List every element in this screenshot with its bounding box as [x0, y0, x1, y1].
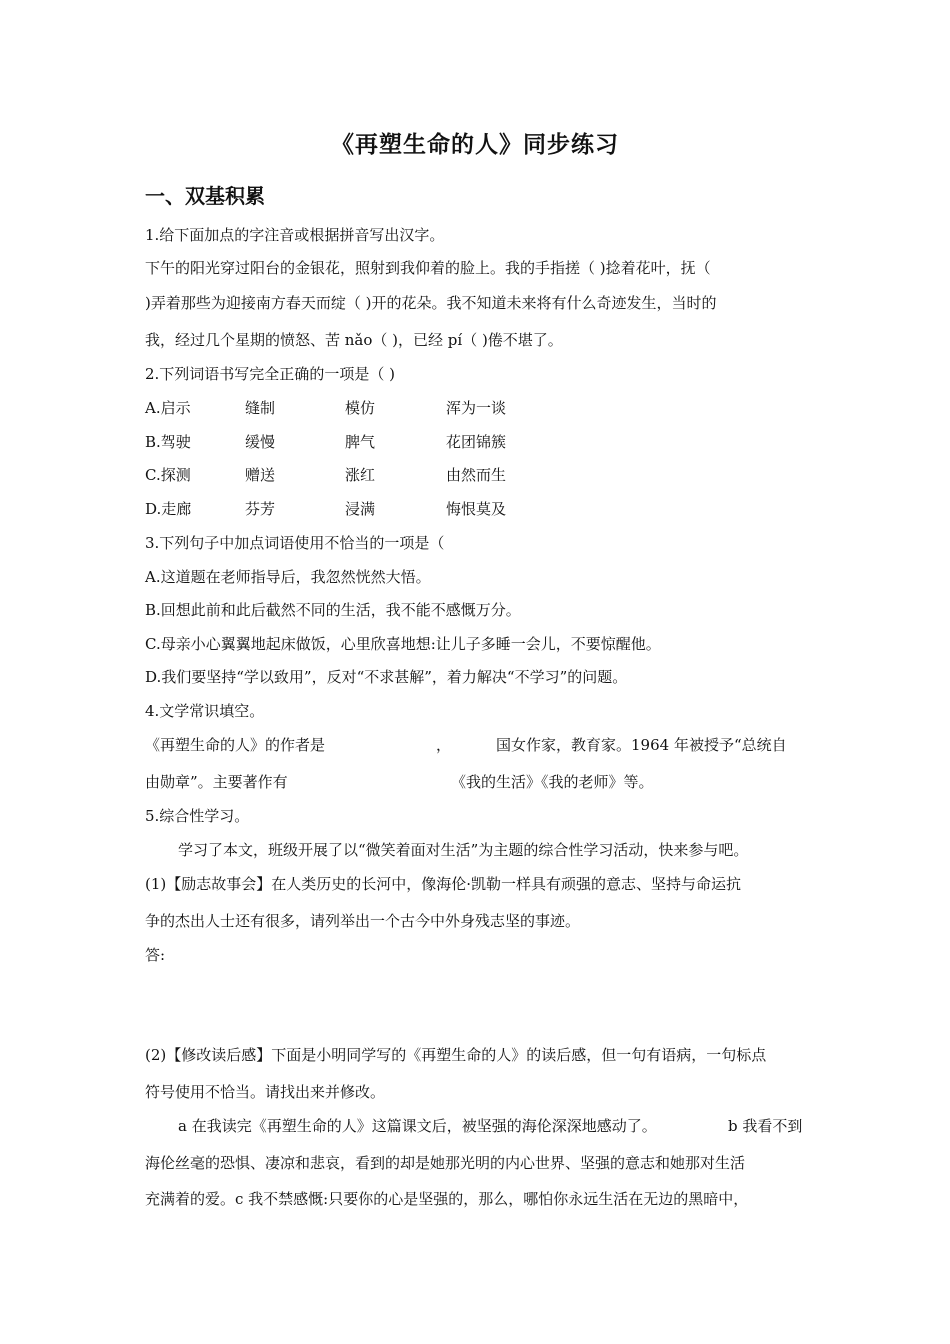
- option-b-word: 脾气: [345, 433, 376, 451]
- page-title: 《再塑生命的人》同步练习: [331, 132, 619, 158]
- question-4-text: 国女作家，教育家。1964 年被授予“总统自: [496, 736, 787, 754]
- passage-sentence-b: b 我看不到: [728, 1117, 803, 1135]
- question-4-text: 《我的生活》《我的老师》等。: [451, 773, 654, 791]
- option-b-word: B.驾驶: [145, 433, 191, 451]
- option-a-word: 浑为一谈: [446, 399, 507, 417]
- question-5-part1: (1)【励志故事会】在人类历史的长河中，像海伦·凯勒一样具有顽强的意志、坚持与命运抗: [145, 875, 742, 893]
- question-1-line: 下午的阳光穿过阳台的金银花，照射到我仰着的脸上。我的手指搓（ )捻着花叶，抚（: [145, 259, 711, 277]
- question-3-option: C.母亲小心翼翼地起床做饭，心里欣喜地想:让儿子多睡一会儿，不要惊醒他。: [145, 635, 661, 653]
- question-5-part1: 争的杰出人士还有很多，请列举出一个古今中外身残志坚的事迹。: [145, 912, 581, 930]
- question-5-part2: 符号使用不恰当。请找出来并修改。: [145, 1083, 386, 1101]
- option-c-word: C.探测: [145, 466, 191, 484]
- question-5-part2: (2)【修改读后感】下面是小明同学写的《再塑生命的人》的读后感，但一句有语病，一句标点: [145, 1046, 767, 1064]
- option-d-word: 浸满: [345, 500, 376, 518]
- question-3-option: D.我们要坚持“学以致用”，反对“不求甚解”，着力解决“不学习”的问题。: [145, 668, 628, 686]
- section-heading: 一、双基积累: [145, 184, 265, 208]
- question-1-stem: 1.给下面加点的字注音或根据拼音写出汉字。: [145, 226, 445, 244]
- question-1-line: )弄着那些为迎接南方春天而绽（ )开的花朵。我不知道未来将有什么奇迹发生，当时的: [145, 294, 717, 312]
- question-2-stem: 2.下列词语书写完全正确的一项是（ ): [145, 365, 395, 383]
- question-4-text: ，: [436, 736, 452, 754]
- question-3-option: B.回想此前和此后截然不同的生活，我不能不感慨万分。: [145, 601, 521, 619]
- question-5-intro: 学习了本文，班级开展了以“微笑着面对生活”为主题的综合性学习活动，快来参与吧。: [178, 841, 749, 859]
- option-a-word: 缝制: [245, 399, 276, 417]
- option-c-word: 由然而生: [446, 466, 507, 484]
- option-a-word: 模仿: [345, 399, 376, 417]
- option-d-word: 芬芳: [245, 500, 276, 518]
- question-4-text: 《再塑生命的人》的作者是: [145, 736, 326, 754]
- option-b-word: 花团锦簇: [446, 433, 507, 451]
- answer-label: 答:: [145, 946, 166, 964]
- passage-sentence-a: a 在我读完《再塑生命的人》这篇课文后，被坚强的海伦深深地感动了。: [178, 1117, 657, 1135]
- passage-line: 充满着的爱。c 我不禁感慨:只要你的心是坚强的，那么，哪怕你永远生活在无边的黑暗中，: [145, 1190, 749, 1208]
- option-d-word: 悔恨莫及: [446, 500, 507, 518]
- option-a-word: A.启示: [145, 399, 191, 417]
- question-3-option: A.这道题在老师指导后，我忽然恍然大悟。: [145, 568, 431, 586]
- question-5-stem: 5.综合性学习。: [145, 807, 250, 825]
- question-3-stem: 3.下列句子中加点词语使用不恰当的一项是（: [145, 534, 445, 552]
- option-c-word: 涨红: [345, 466, 376, 484]
- option-d-word: D.走廊: [145, 500, 192, 518]
- option-b-word: 缓慢: [245, 433, 276, 451]
- question-4-text: 由勋章”。主要著作有: [145, 773, 288, 791]
- question-1-line: 我，经过几个星期的愤怒、苦 nǎo（ )，已经 pí（ )倦不堪了。: [145, 331, 563, 349]
- question-4-stem: 4.文学常识填空。: [145, 702, 265, 720]
- passage-line: 海伦丝毫的恐惧、凄凉和悲哀，看到的却是她那光明的内心世界、坚强的意志和她那对生活: [145, 1154, 746, 1172]
- option-c-word: 赠送: [245, 466, 276, 484]
